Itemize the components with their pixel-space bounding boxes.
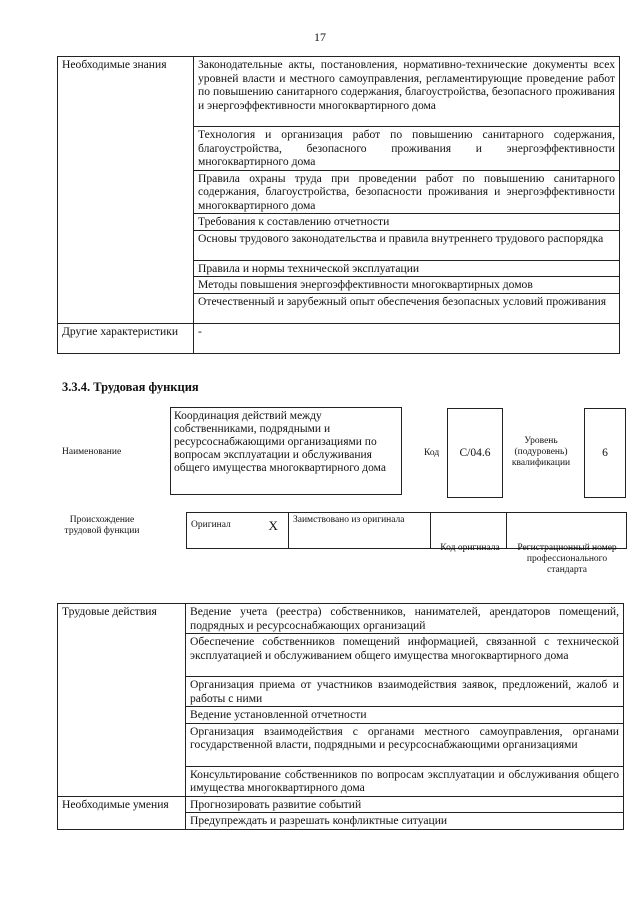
action-item: Ведение установленной отчетности	[186, 707, 624, 724]
knowledge-item: Требования к составлению отчетности	[194, 214, 620, 231]
knowledge-item: Отечественный и зарубежный опыт обеспечения безопасных условий проживания	[194, 293, 620, 323]
knowledge-label: Необходимые знания	[58, 57, 194, 324]
other-label: Другие характеристики	[58, 323, 194, 353]
knowledge-item: Правила и нормы технической эксплуатации	[194, 260, 620, 277]
action-item: Организация взаимодействия с органами местного самоуправления, органами государственной власти, подрядными и ресурсоснабжающими организациями	[186, 723, 624, 766]
function-code: C/04.6	[447, 408, 503, 498]
actions-label: Трудовые действия	[58, 604, 186, 797]
knowledge-item: Методы повышения энергоэффективности многоквартирных домов	[194, 277, 620, 294]
table-row	[58, 604, 624, 634]
original-mark: X	[259, 513, 289, 549]
action-item: Ведение учета (реестра) собственников, нанимателей, арендаторов помещений, подрядных и ресурсоснабжающих организаций	[186, 604, 624, 634]
knowledge-item: Технология и организация работ по повышению санитарного содержания, благоустройства, безопасного проживания и энергоэффективности многоквартирного дома	[194, 127, 620, 171]
action-item: Обеспечение собственников помещений информацией, связанной с технической эксплуатацией и обслуживанием общего имущества многоквартирного дома	[186, 634, 624, 677]
table-row	[58, 323, 620, 353]
knowledge-item: Законодательные акты, постановления, нормативно-технические документы всех уровней власти и местного самоуправления, регламентирующие проведение работ по повышению санитарного содержания, благоустройства, безопасного проживания и энергоэффективности многоквартирного дома	[194, 57, 620, 127]
action-item: Организация приема от участников взаимодействия заявок, предложений, жалоб и работы с ними	[186, 677, 624, 707]
table-row	[58, 57, 620, 127]
function-name: Координация действий между собственниками, подрядными и ресурсоснабжающими организациями по вопросам эксплуатации и обслуживания общего имущества многоквартирного дома	[170, 407, 402, 495]
code-caption: Код оригинала	[440, 543, 500, 553]
code-label: Код	[424, 448, 440, 458]
borrowed-label: Заимствовано из оригинала	[289, 513, 431, 549]
level-label: Уровень (подуровень) квалификации	[511, 436, 571, 468]
skill-item: Прогнозировать развитие событий	[186, 796, 624, 813]
qualification-level: 6	[584, 408, 626, 498]
knowledge-item: Правила охраны труда при проведении работ по повышению санитарного содержания, благоустройства, безопасности проживания и энергоэффективности многоквартирного дома	[194, 170, 620, 214]
knowledge-item: Основы трудового законодательства и правила внутреннего трудового распорядка	[194, 230, 620, 260]
section-heading: 3.3.4. Трудовая функция	[62, 380, 199, 394]
skills-label: Необходимые умения	[58, 796, 186, 829]
reg-caption: Регистрационный номер профессионального стандарта	[517, 543, 617, 575]
original-label: Оригинал	[187, 513, 259, 549]
origin-label: Происхождение трудовой функции	[64, 515, 140, 536]
table-row	[58, 796, 624, 813]
knowledge-table	[57, 56, 620, 354]
action-item: Консультирование собственников по вопросам эксплуатации и обслуживания общего имущества многоквартирного дома	[186, 766, 624, 796]
other-value: -	[194, 323, 620, 353]
skill-item: Предупреждать и разрешать конфликтные ситуации	[186, 813, 624, 830]
name-label: Наименование	[62, 447, 122, 457]
actions-table	[57, 603, 624, 830]
page-number: 17	[314, 30, 326, 44]
